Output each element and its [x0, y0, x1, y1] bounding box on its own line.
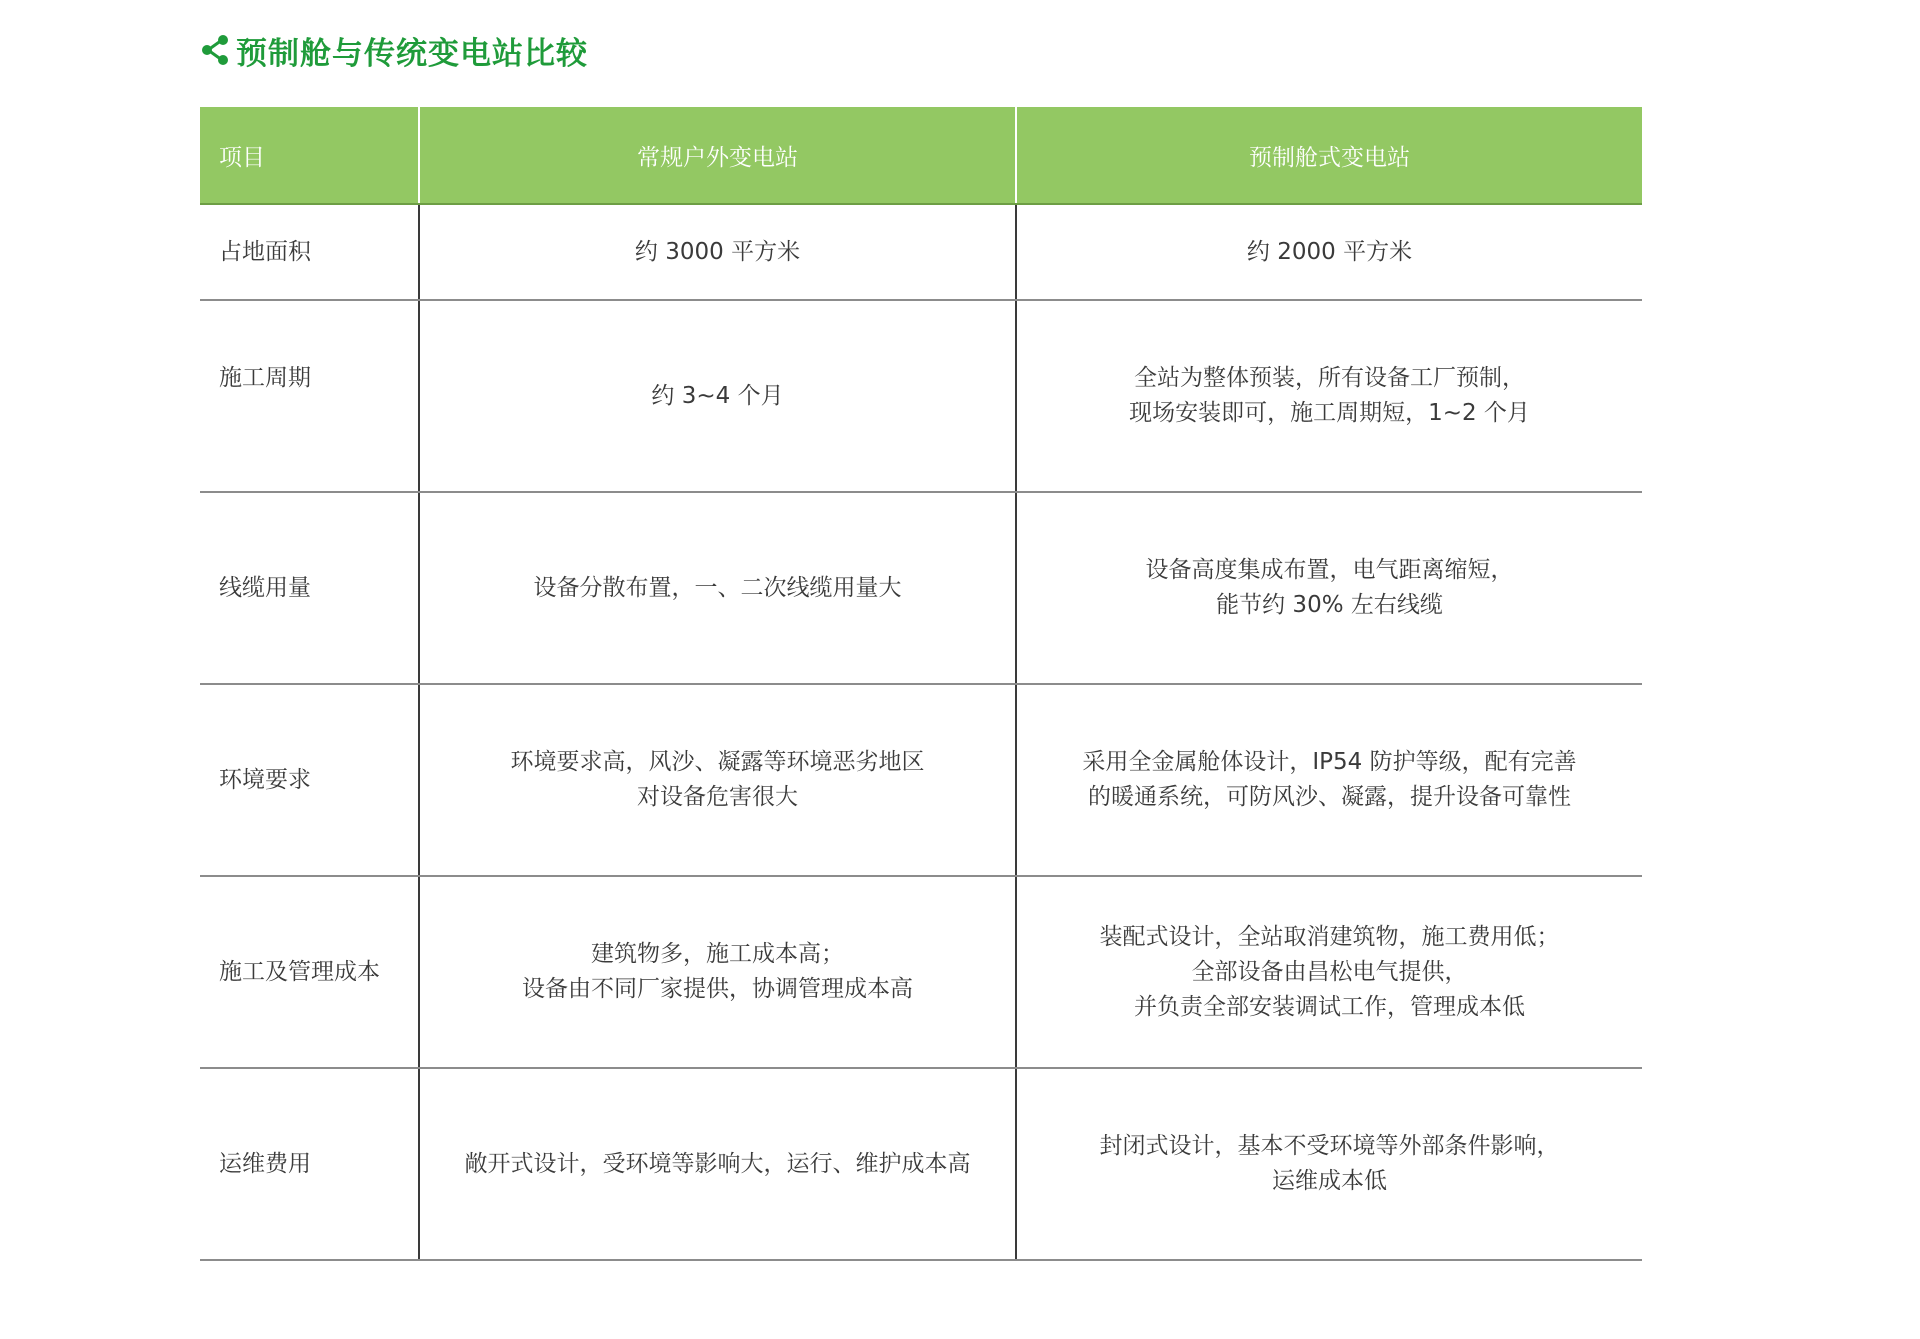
- table-row: [200, 876, 1642, 1068]
- header-item: 项目: [200, 107, 419, 204]
- prefab-cell: [1016, 1068, 1642, 1260]
- cell-text: 能节约 30% 左右线缆: [1216, 592, 1443, 618]
- cell-text: 全部设备由昌松电气提供，: [1191, 958, 1468, 985]
- comparison-table: [200, 107, 1642, 1261]
- prefab-cell: [1016, 492, 1642, 684]
- row-item: 占地面积: [200, 204, 419, 300]
- row-item: 运维费用: [200, 1068, 419, 1260]
- table-row: [200, 300, 1642, 492]
- conventional-cell: [419, 300, 1016, 492]
- cell-text: 现场安装即可，施工周期短，1~2 个月: [1129, 400, 1530, 426]
- prefab-cell: [1016, 876, 1642, 1068]
- table-row: [200, 492, 1642, 684]
- cell-text: 设备高度集成布置，电气距离缩短，: [1145, 557, 1514, 583]
- row-item: 线缆用量: [200, 492, 419, 684]
- conventional-cell: [419, 684, 1016, 876]
- cell-text: 的暖通系统，可防风沙、凝露，提升设备可靠性: [1088, 784, 1571, 810]
- conventional-cell: [419, 204, 1016, 300]
- cell-text: 约 2000 平方米: [1246, 238, 1413, 265]
- cell-text: 建筑物多，施工成本高；: [591, 941, 844, 967]
- prefab-cell: [1016, 204, 1642, 300]
- page-title: 预制舱与传统变电站比较: [236, 35, 588, 72]
- cell-text: 运维成本低: [1272, 1168, 1387, 1194]
- header-conventional: 常规户外变电站: [419, 107, 1016, 204]
- table-row: [200, 204, 1642, 300]
- cell-text: 采用全金属舱体设计，IP54 防护等级，配有完善: [1082, 749, 1577, 775]
- conventional-cell: [419, 492, 1016, 684]
- cell-text: 全站为整体预装，所有设备工厂预制，: [1134, 365, 1525, 391]
- cell-text: 约 3~4 个月: [651, 382, 784, 409]
- cell-text: 设备由不同厂家提供，协调管理成本高: [522, 976, 913, 1002]
- cell-text: 并负责全部安装调试工作，管理成本低: [1134, 993, 1525, 1020]
- conventional-cell: [419, 1068, 1016, 1260]
- cell-text: 敞开式设计，受环境等影响大，运行、维护成本高: [464, 1150, 971, 1177]
- table-row: [200, 1068, 1642, 1260]
- cell-text: 装配式设计，全站取消建筑物，施工费用低；: [1099, 923, 1560, 950]
- cell-text: 环境要求高，风沙、凝露等环境恶劣地区: [510, 749, 925, 775]
- page-heading: [200, 28, 588, 72]
- cell-text: 设备分散布置，一、二次线缆用量大: [533, 574, 902, 601]
- row-item: 施工周期: [200, 300, 419, 492]
- conventional-cell: [419, 876, 1016, 1068]
- table-row: [200, 684, 1642, 876]
- share-icon: [200, 33, 230, 67]
- prefab-cell: [1016, 684, 1642, 876]
- cell-text: 约 3000 平方米: [634, 238, 801, 265]
- table-header-row: [200, 107, 1642, 204]
- cell-text: 对设备危害很大: [637, 784, 798, 810]
- row-item: 环境要求: [200, 684, 419, 876]
- cell-text: 封闭式设计，基本不受环境等外部条件影响，: [1099, 1133, 1560, 1159]
- prefab-cell: [1016, 300, 1642, 492]
- header-prefab: 预制舱式变电站: [1016, 107, 1642, 204]
- row-item: 施工及管理成本: [200, 876, 419, 1068]
